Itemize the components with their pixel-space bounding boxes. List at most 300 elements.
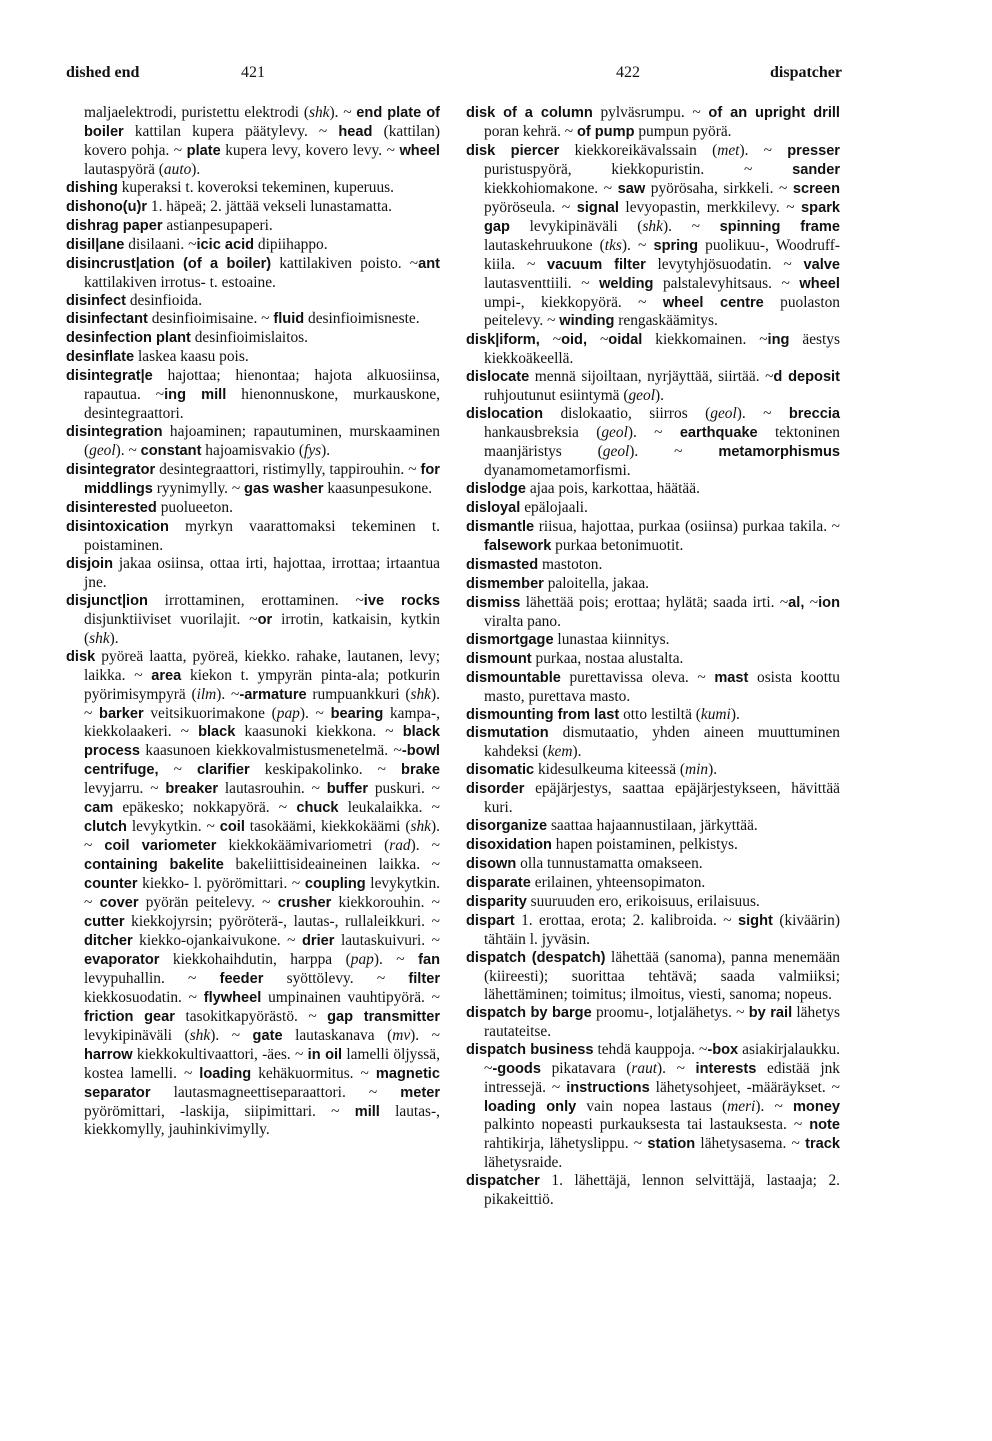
- headword: dispatcher: [466, 1173, 540, 1190]
- definition-text: lähettää (sanoma), panna menemään (kiireesti); suorittaa tehtävä; saada valmiiksi; lähettäminen; toimitus; ilmoitus, viesti, sanoma; nopeus.: [484, 948, 840, 1003]
- dictionary-entry: [466, 631, 840, 650]
- definition-text: rahtikirja, lähetyslippu. ~: [484, 1135, 648, 1153]
- headword: earthquake: [679, 425, 758, 442]
- definition-text: palkinto nopeasti purkauksesta tai lastauksesta. ~: [484, 1116, 810, 1134]
- definition-text: puolaston peitelevy. ~: [484, 293, 840, 330]
- headword: disjoin: [66, 555, 114, 572]
- headword: dislocation: [466, 406, 544, 423]
- definition-text: (kattilan) kovero pohja. ~: [84, 122, 440, 159]
- headword: gas washer: [244, 481, 324, 498]
- headword: winding: [559, 313, 615, 330]
- right-guide-word: dispatcher: [770, 64, 842, 81]
- headword: disparity: [466, 894, 527, 911]
- definition-text: levypuhallin. ~: [84, 969, 220, 987]
- definition-text: ). ~: [210, 1026, 253, 1044]
- headword: signal: [576, 199, 619, 216]
- definition-text: asiakirjalaukku. ~: [484, 1040, 841, 1077]
- definition-text: ).: [191, 160, 201, 178]
- headword: disinfect: [66, 292, 127, 309]
- definition-text: lamelli öljyssä, kostea lamelli. ~: [84, 1045, 440, 1082]
- definition-text: levyopastin, merkkilevy. ~: [618, 198, 802, 216]
- dictionary-entry: [466, 949, 840, 1004]
- dictionary-entry: [66, 348, 440, 367]
- field-label: kumi: [700, 705, 731, 723]
- field-label: kem: [547, 743, 573, 761]
- definition-text: ~: [539, 331, 562, 349]
- definition-text: rumpuankkuri (: [306, 685, 411, 703]
- headword: counter: [84, 876, 138, 893]
- headword: disk of a column: [466, 105, 593, 121]
- field-label: pap: [276, 704, 300, 722]
- dictionary-entry: [466, 706, 840, 725]
- definition-text: pikatavara (: [540, 1059, 632, 1077]
- definition-text: bakeliittisideaineinen laikka. ~: [223, 856, 440, 874]
- headword: dislodge: [466, 481, 526, 498]
- headword: coil variometer: [104, 838, 217, 855]
- definition-text: epäjärjestys, saattaa epäjärjestykseen, hävittää kuri.: [484, 780, 840, 817]
- definition-text: syöttölevy. ~: [263, 969, 409, 987]
- headword: dishono(u)r: [66, 198, 148, 215]
- headword: harrow: [84, 1046, 133, 1063]
- page-header: [0, 64, 992, 88]
- headword: feeder: [219, 970, 264, 987]
- headword: ant: [418, 255, 440, 272]
- definition-text: puolueeton.: [156, 499, 233, 517]
- field-label: raut: [631, 1059, 658, 1077]
- definition-text: veitsikuorimakone (: [143, 704, 277, 722]
- headword: friction gear: [84, 1008, 175, 1025]
- definition-text: levyjarru. ~: [84, 780, 166, 798]
- dictionary-entry: [466, 761, 840, 780]
- definition-text: ~: [158, 761, 197, 779]
- definition-text: kaasunoen kiekkovalmistusmenetelmä. ~: [139, 742, 402, 760]
- dictionary-entry: [466, 594, 840, 631]
- definition-text: ). ~: [739, 141, 788, 159]
- definition-text: olla tunnustamatta omakseen.: [516, 855, 703, 873]
- headword: disjunct|ion: [66, 592, 148, 609]
- field-label: meri: [727, 1097, 756, 1115]
- headword: falsework: [484, 537, 552, 554]
- definition-text: ). ~: [657, 1059, 696, 1077]
- definition-text: kiekkokultivaattori, -äes. ~: [132, 1045, 308, 1063]
- headword: ditcher: [84, 932, 133, 949]
- definition-text: poran kehrä. ~: [484, 122, 577, 140]
- field-label: shk: [410, 685, 431, 703]
- definition-text: umpi-, kiekkopyörä. ~: [484, 293, 663, 311]
- definition-text: levykytkin. ~: [84, 875, 440, 912]
- headword: gate: [252, 1027, 283, 1044]
- dictionary-entry: [466, 575, 840, 594]
- headword: mill: [354, 1103, 380, 1120]
- definition-text: ~: [587, 331, 609, 349]
- headword: wheel: [799, 275, 840, 292]
- headword: magnetic separator: [84, 1065, 440, 1101]
- headword: barker: [99, 705, 144, 722]
- headword: icic acid: [196, 236, 255, 253]
- definition-text: kehäkuormitus. ~: [251, 1064, 376, 1082]
- definition-text: ). ~: [115, 442, 141, 460]
- definition-text: pyörömittari, -laskija, siipimittari. ~: [84, 1102, 355, 1120]
- definition-text: kaasunpesukone.: [323, 480, 433, 498]
- definition-text: lähetys rautateitse.: [484, 1003, 840, 1040]
- definition-text: ). ~: [216, 685, 240, 703]
- headword: containing bakelite: [84, 857, 224, 874]
- definition-text: ). ~: [410, 837, 440, 855]
- headword: disloyal: [466, 500, 521, 517]
- definition-text: hankausbreksia (: [484, 424, 602, 442]
- headword: ing mill: [164, 387, 227, 404]
- definition-text: hienonnuskone, murkauskone, desintegraattori.: [84, 386, 440, 423]
- left-guide-word: dished end: [66, 64, 140, 81]
- dictionary-entry: [66, 592, 440, 648]
- definition-text: purkaa, nostaa alustalta.: [531, 649, 684, 667]
- definition-text: ).: [321, 442, 331, 460]
- dictionary-entry: [466, 480, 840, 499]
- definition-text: kidesulkeuma kiteessä (: [534, 761, 685, 779]
- headword: end plate of boiler: [84, 105, 440, 140]
- definition-text: puristuspyörä, kiekkopuristin. ~: [484, 160, 793, 178]
- definition-text: proomu-, lotjalähetys. ~: [591, 1003, 749, 1021]
- definition-text: ). ~: [629, 443, 719, 461]
- definition-text: dismutaatio, yhden aineen muuttuminen kahdeksi (: [484, 724, 840, 761]
- headword: disoxidation: [466, 837, 552, 854]
- definition-text: saattaa hajaannustilaan, järkyttää.: [547, 817, 758, 835]
- definition-text: 1. häpeä; 2. jättää vekseli lunastamatta.: [147, 197, 392, 215]
- dictionary-entry: [466, 499, 840, 518]
- definition-text: tasokäämi, kiekkokäämi (: [244, 818, 411, 836]
- headword: al,: [788, 594, 805, 611]
- headword: dismember: [466, 575, 544, 592]
- headword: disintegration: [66, 424, 163, 441]
- field-label: shk: [189, 1026, 211, 1044]
- dictionary-entry: [466, 556, 840, 575]
- dictionary-entry: [66, 329, 440, 348]
- definition-text: lautasventtiili. ~: [484, 274, 600, 292]
- definition-text: lautas-, kiekkomylly, jauhinkivimylly.: [84, 1102, 440, 1139]
- definition-text: ). ~: [736, 405, 789, 423]
- definition-text: osista koottu masto, purettava masto.: [484, 668, 840, 705]
- definition-text: ). ~: [299, 704, 331, 722]
- dictionary-entry: [66, 310, 440, 329]
- definition-text: kiekkosuodatin. ~: [84, 988, 204, 1006]
- definition-text: puolikuu-, Woodruff-kiila. ~: [484, 236, 840, 273]
- headword: chuck: [296, 800, 339, 817]
- definition-text: suuruuden ero, erikoisuus, erilaisuus.: [526, 893, 760, 911]
- definition-text: pyöreä laatta, pyöreä, kiekko. rahake, lautanen, levy; laikka. ~: [84, 647, 440, 684]
- definition-text: palstalevyhitsaus. ~: [653, 274, 800, 292]
- dictionary-entry: [466, 669, 840, 706]
- definition-text: kiekkokäämivariometri (: [216, 837, 390, 855]
- headword: station: [647, 1136, 696, 1153]
- dictionary-entry: [466, 912, 840, 949]
- definition-text: purettavissa oleva. ~: [560, 668, 715, 686]
- headword: ion: [818, 594, 840, 611]
- definition-text: lähetysasema. ~: [695, 1135, 806, 1153]
- definition-text: kattilakiven irrotus- t. estoaine.: [84, 273, 276, 291]
- headword: vacuum filter: [547, 256, 646, 273]
- definition-text: lähetysraide.: [484, 1154, 563, 1172]
- headword: dismounting from last: [466, 706, 620, 723]
- dictionary-entry: [466, 780, 840, 817]
- definition-text: lautasrouhin. ~: [218, 780, 327, 798]
- headword: dislocate: [466, 369, 530, 386]
- dictionary-entry: [466, 724, 840, 761]
- field-label: pap: [350, 950, 374, 968]
- definition-text: lautaspyörä (: [84, 160, 164, 178]
- dictionary-entry: [66, 648, 440, 1140]
- headword: dismount: [466, 650, 532, 667]
- definition-text: laskea kaasu pois.: [134, 348, 249, 366]
- dictionary-entry: [66, 518, 440, 555]
- field-label: met: [717, 141, 740, 159]
- definition-text: dipiihappo.: [254, 235, 328, 253]
- headword: sight: [738, 912, 773, 929]
- right-page-number: 422: [616, 64, 640, 81]
- field-label: shk: [308, 104, 330, 121]
- definition-text: ). ~: [410, 1026, 440, 1044]
- definition-text: lähettää pois; erottaa; hylätä; saada irti. ~: [520, 593, 789, 611]
- headword: flywheel: [203, 989, 262, 1006]
- headword: disk piercer: [466, 142, 560, 159]
- headword: constant: [140, 443, 202, 460]
- definition-text: purkaa betonimuotit.: [551, 536, 684, 554]
- definition-text: mastoton.: [538, 555, 603, 573]
- headword: black: [198, 724, 236, 741]
- definition-text: ). ~: [329, 104, 357, 121]
- dictionary-entry: [466, 836, 840, 855]
- field-label: auto: [163, 160, 192, 178]
- dictionary-entry: [66, 423, 440, 461]
- headword: dismountable: [466, 669, 561, 686]
- field-label: ilm: [196, 685, 217, 703]
- definition-text: lautasmagneettiseparaattori. ~: [150, 1083, 401, 1101]
- headword: clutch: [84, 819, 127, 836]
- field-label: shk: [410, 818, 432, 836]
- definition-text: ryynimylly. ~: [152, 480, 245, 498]
- definition-text: desinfioimislaitos.: [190, 329, 309, 347]
- field-label: shk: [89, 629, 110, 647]
- definition-text: riisua, hajottaa, purkaa (osiinsa) purkaa takila. ~: [534, 517, 840, 535]
- definition-text: puskuri. ~: [368, 780, 440, 798]
- definition-text: epäkesko; nokkapyörä. ~: [113, 799, 297, 817]
- dictionary-entry: [466, 1172, 840, 1209]
- definition-text: ruhjoutunut esiintymä (: [484, 387, 629, 405]
- headword: meter: [400, 1084, 440, 1101]
- definition-text: disilaani. ~: [124, 235, 197, 253]
- headword: track: [805, 1136, 840, 1153]
- headword: crusher: [277, 895, 332, 912]
- headword: filter: [408, 970, 441, 987]
- headword: coupling: [304, 876, 366, 893]
- definition-text: kupera levy, kovero levy. ~: [220, 141, 400, 159]
- definition-text: myrkyn vaarattomaksi tekeminen t. poistaminen.: [84, 517, 440, 554]
- headword: disintegrat|e: [66, 368, 153, 385]
- left-column: [66, 104, 440, 1139]
- headword: desinfection plant: [66, 330, 191, 347]
- definition-text: leukalaikka. ~: [338, 799, 440, 817]
- headword: -box: [707, 1041, 739, 1058]
- definition-text: rengaskäämitys.: [614, 312, 718, 330]
- headword: cutter: [84, 913, 125, 930]
- field-label: min: [685, 761, 709, 779]
- headword: wheel centre: [662, 294, 764, 311]
- definition-text: jakaa osiinsa, ottaa irti, hajottaa, irrottaa; irtaantua jne.: [84, 554, 440, 591]
- headword: by rail: [748, 1004, 793, 1021]
- definition-text: ). ~: [373, 950, 419, 968]
- headword: disomatic: [466, 762, 535, 779]
- headword: dishing: [66, 179, 118, 196]
- field-label: mv: [392, 1026, 411, 1044]
- definition-text: ). ~: [662, 217, 720, 235]
- field-label: geol: [710, 405, 737, 423]
- definition-text: viralta pano.: [484, 612, 561, 630]
- headword: note: [809, 1117, 840, 1134]
- definition-text: epälojaali.: [520, 499, 588, 517]
- headword: wheel: [399, 142, 440, 159]
- headword: dispatch (despatch): [466, 949, 606, 966]
- headword: head: [338, 123, 373, 140]
- headword: metamorphismus: [718, 444, 840, 461]
- headword: desinflate: [66, 349, 135, 366]
- definition-text: levykipinäväli (: [84, 1026, 190, 1044]
- definition-text: hajoamisvakio (: [201, 442, 305, 460]
- definition-text: disjunktiiviset vuorilajit. ~: [84, 610, 258, 628]
- headword: dismiss: [466, 594, 521, 611]
- headword: disincrust|ation (of a boiler): [66, 255, 272, 272]
- right-column: [466, 104, 840, 1209]
- headword: disinfectant: [66, 311, 148, 328]
- definition-text: irrotin, katkaisin, kytkin (: [84, 610, 440, 647]
- definition-text: 1. erottaa, erota; 2. kalibroida. ~: [514, 911, 739, 929]
- dictionary-entry: [466, 518, 840, 556]
- definition-text: dislokaatio, siirros (: [543, 405, 711, 423]
- headword: ive rocks: [363, 592, 440, 609]
- headword: of an upright drill: [708, 105, 840, 121]
- left-page-number: 421: [241, 64, 265, 81]
- definition-text: kiekkoreikävalssain (: [559, 141, 718, 159]
- definition-text: ~: [804, 593, 819, 611]
- headword: ing: [767, 332, 790, 349]
- dictionary-entry: [66, 179, 440, 198]
- definition-text: desinfioimisaine. ~: [147, 310, 274, 328]
- definition-text: kaasunoki kiekkona. ~: [235, 723, 403, 741]
- definition-text: lunastaa kiinnitys.: [553, 630, 670, 648]
- headword: -bowl centrifuge,: [84, 743, 440, 779]
- definition-text: levykytkin. ~: [126, 818, 220, 836]
- field-label: fys: [304, 442, 322, 460]
- definition-text: äestys kiekkoäkeellä.: [484, 331, 840, 368]
- dictionary-entry: [66, 461, 440, 499]
- headword: in oil: [307, 1046, 343, 1063]
- definition-text: ).: [572, 743, 582, 761]
- definition-text: astianpesupaperi.: [162, 216, 273, 234]
- headword: breaker: [165, 781, 219, 798]
- definition-text: lautaskanava (: [282, 1026, 393, 1044]
- headword: dismortgage: [466, 631, 554, 648]
- field-label: geol: [601, 424, 628, 442]
- dictionary-entry: [66, 255, 440, 292]
- definition-text: tektoninen maanjäristys (: [484, 424, 840, 461]
- definition-text: tehdä kauppoja. ~: [593, 1040, 708, 1058]
- dictionary-entry: [66, 499, 440, 518]
- field-label: geol: [89, 442, 116, 460]
- dictionary-entry: [466, 142, 840, 332]
- field-label: tks: [604, 236, 622, 254]
- headword: disparate: [466, 875, 531, 892]
- definition-text: kiekkomainen. ~: [642, 331, 768, 349]
- dictionary-entry: [66, 236, 440, 255]
- definition-text: 1. lähettäjä, lennon selvittäjä, lastaaja; 2. pikakeittiö.: [484, 1172, 840, 1209]
- headword: oid,: [561, 332, 588, 349]
- dictionary-entry: [466, 1041, 840, 1173]
- definition-text: pyörösaha, sirkkeli. ~: [645, 179, 793, 197]
- definition-text: hajottaa; hienontaa; hajota alkuosiinsa, rapautua. ~: [84, 367, 440, 404]
- definition-text: lähetysohjeet, -määräykset. ~: [649, 1078, 840, 1096]
- headword: area: [151, 667, 182, 684]
- definition-text: ). ~: [84, 818, 440, 855]
- definition-text: kampa-, kiekkolaakeri. ~: [84, 704, 440, 741]
- headword: instructions: [566, 1079, 650, 1096]
- definition-text: kuperaksi t. koveroksi tekeminen, kuperuus.: [117, 178, 395, 196]
- headword: valve: [803, 256, 840, 273]
- definition-text: ).: [109, 629, 119, 647]
- dictionary-entry: [466, 817, 840, 836]
- headword: disorder: [466, 781, 525, 798]
- dictionary-entry: [466, 874, 840, 893]
- definition-text: kiekon t. ympyrän pinta-ala; potkurin pyörimisympyrä (: [84, 666, 440, 703]
- definition-text: ajaa pois, karkottaa, häätää.: [526, 480, 700, 498]
- headword: -armature: [239, 686, 307, 703]
- headword: spring: [653, 237, 699, 254]
- field-label: rad: [389, 837, 411, 855]
- definition-text: ). ~: [755, 1097, 793, 1115]
- dictionary-entry: [466, 650, 840, 669]
- headword: dispatch business: [466, 1041, 594, 1058]
- definition-text: hajoaminen; rapautuminen, murskaaminen (: [84, 423, 440, 460]
- definition-text: kiekkohiomakone. ~: [484, 179, 618, 197]
- headword: cover: [99, 895, 139, 912]
- field-label: shk: [642, 217, 663, 235]
- headword: or: [257, 611, 273, 628]
- headword: loading: [199, 1065, 252, 1082]
- headword: of pump: [576, 123, 635, 140]
- definition-text: ). ~: [84, 685, 440, 722]
- dictionary-entry: [66, 555, 440, 592]
- definition-text: kiekkohaihdutin, harppa (: [159, 950, 351, 968]
- definition-text: pumpun pyörä.: [634, 122, 732, 140]
- headword: dismantle: [466, 518, 535, 535]
- field-label: geol: [602, 443, 630, 461]
- dictionary-entry: [66, 217, 440, 236]
- definition-text: paloitella, jakaa.: [543, 574, 649, 592]
- definition-text: dyanamometamorfismi.: [484, 462, 631, 480]
- dictionary-entry: [66, 198, 440, 217]
- headword: coil: [219, 819, 245, 836]
- headword: dismutation: [466, 725, 549, 742]
- headword: money: [792, 1098, 840, 1115]
- headword: mast: [714, 669, 749, 686]
- headword: disintoxication: [66, 518, 169, 535]
- headword: d deposit: [773, 369, 840, 386]
- headword: oidal: [608, 332, 643, 349]
- headword: disk|iform,: [466, 332, 540, 349]
- headword: fan: [418, 951, 440, 968]
- headword: clarifier: [197, 762, 250, 779]
- headword: cam: [84, 800, 114, 817]
- dictionary-entry: [66, 104, 440, 179]
- definition-text: umpinainen vauhtipyörä. ~: [261, 988, 440, 1006]
- definition-text: edistää jnk intressejä. ~: [484, 1059, 840, 1096]
